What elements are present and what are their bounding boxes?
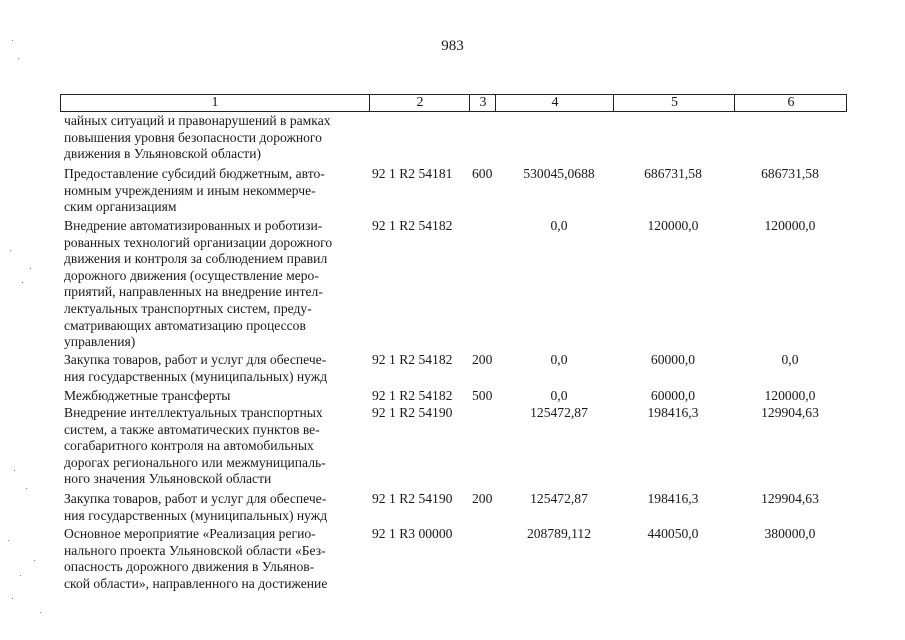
page-number: 983 (441, 38, 464, 54)
row-7-vr: 200 (472, 491, 493, 506)
description-line: дорогах регионального или межмуниципаль- (64, 454, 326, 470)
header-col-3: 3 (469, 95, 496, 111)
header-col-2: 2 (369, 95, 470, 111)
header-col-1: 1 (211, 95, 219, 110)
row-4-v5: 60000,0 (650, 352, 696, 367)
row-2-v6: 686731,58 (761, 166, 819, 181)
description-line: управления) (64, 334, 136, 350)
description-line: чайных ситуаций и правонарушений в рамках (64, 113, 331, 128)
description-line: движения в Ульяновской области) (64, 146, 261, 162)
header-col-5: 5 (613, 95, 735, 111)
description-line: приятий, направленных на внедрение интел- (64, 284, 323, 300)
header-col-6: 6 (734, 95, 847, 111)
row-3-v4: 0,0 (550, 218, 568, 233)
description-line: рованных технологий организации дорожного (64, 234, 333, 250)
row-8-v6: 380000,0 (764, 526, 816, 541)
row-6-code: 92 1 R2 54190 (372, 405, 453, 420)
row-2-code: 92 1 R2 54181 (372, 166, 453, 181)
row-5-v6: 120000,0 (764, 388, 816, 403)
description-line: Межбюджетные трансферты (64, 388, 231, 403)
description-line: лектуальных транспортных систем, преду- (64, 300, 312, 316)
description-line: движения и контроля за соблюдением правил (64, 251, 328, 267)
description-line: ния государственных (муниципальных) нужд (64, 507, 328, 523)
row-7-v4: 125472,87 (530, 491, 588, 506)
description-line: согабаритного контроля на автомобильных (64, 438, 314, 454)
row-8-description (64, 526, 364, 592)
description-line: ской области», направленного на достижение (64, 575, 328, 591)
description-line: ским организациям (64, 199, 177, 215)
row-7-v6: 129904,63 (761, 491, 819, 506)
description-line: повышения уровня безопасности дорожного (64, 129, 322, 145)
row-8-code: 92 1 R3 00000 (372, 526, 453, 541)
row-4-vr: 200 (472, 352, 493, 367)
description-line: Закупка товаров, работ и услуг для обеспече- (64, 491, 327, 506)
row-2-v4: 530045,0688 (523, 166, 595, 181)
row-6-v5: 198416,3 (647, 405, 699, 420)
table-header (60, 94, 847, 112)
description-line: номным учреждениям и иным некоммерче- (64, 182, 316, 198)
description-line: сматривающих автоматизацию процессов (64, 317, 306, 333)
row-1-description (64, 113, 364, 163)
row-5-v4: 0,0 (550, 388, 568, 403)
row-7-description (64, 491, 364, 524)
row-2-description (64, 166, 364, 216)
description-line: Основное мероприятие «Реализация регио- (64, 526, 316, 541)
description-line: дорожного движения (осуществление меро- (64, 267, 319, 283)
description-line: систем, а также автоматических пунктов ве- (64, 421, 320, 437)
row-7-code: 92 1 R2 54190 (372, 491, 453, 506)
description-line: ного значения Ульяновской области (64, 471, 272, 487)
description-line: Внедрение интеллектуальных транспортных (64, 405, 323, 420)
row-5-v5: 60000,0 (650, 388, 696, 403)
row-3-description (64, 218, 364, 351)
row-6-description (64, 405, 364, 488)
description-line: Внедрение автоматизированных и роботизи- (64, 218, 323, 233)
row-4-description (64, 352, 364, 385)
row-6-v4: 125472,87 (530, 405, 588, 420)
row-3-v5: 120000,0 (647, 218, 699, 233)
row-6-v6: 129904,63 (761, 405, 819, 420)
description-line: Предоставление субсидий бюджетным, авто- (64, 166, 325, 181)
row-3-code: 92 1 R2 54182 (372, 218, 453, 233)
row-5-code: 92 1 R2 54182 (372, 388, 453, 403)
row-7-v5: 198416,3 (647, 491, 699, 506)
description-line: опасность дорожного движения в Ульянов- (64, 559, 315, 575)
row-4-v6: 0,0 (781, 352, 799, 367)
row-5-vr: 500 (472, 388, 493, 403)
row-4-v4: 0,0 (550, 352, 568, 367)
row-8-v5: 440050,0 (647, 526, 699, 541)
description-line: нального проекта Ульяновской области «Без- (64, 542, 326, 558)
row-5-description (64, 388, 364, 405)
row-2-vr: 600 (472, 166, 493, 181)
row-8-v4: 208789,112 (526, 526, 592, 541)
header-col-4: 4 (495, 95, 614, 111)
row-4-code: 92 1 R2 54182 (372, 352, 453, 367)
row-3-v6: 120000,0 (764, 218, 816, 233)
row-2-v5: 686731,58 (644, 166, 702, 181)
description-line: ния государственных (муниципальных) нужд (64, 368, 328, 384)
description-line: Закупка товаров, работ и услуг для обеспече- (64, 352, 327, 367)
